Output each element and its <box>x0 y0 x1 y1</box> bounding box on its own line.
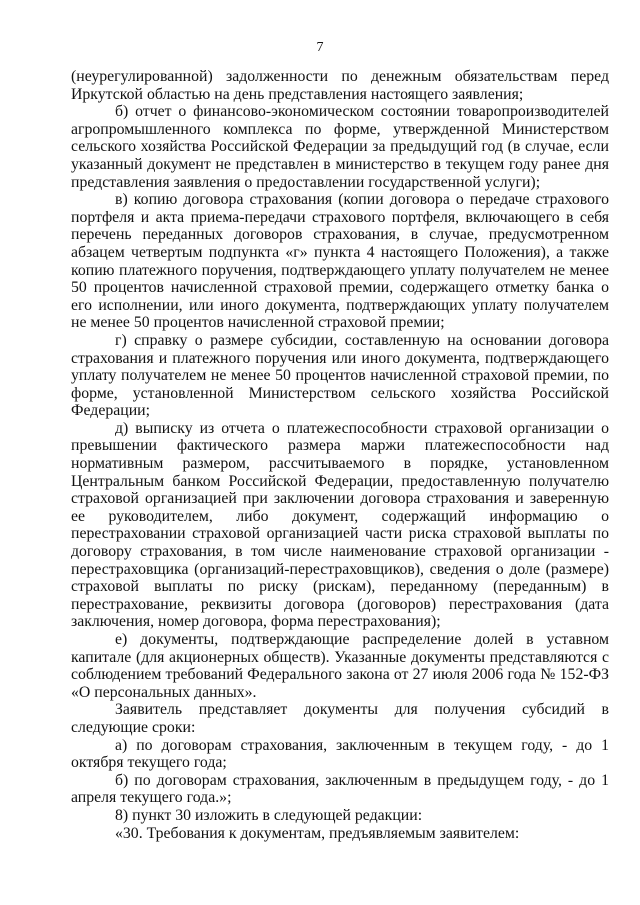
paragraph-item-e-share-documents: е) документы, подтверждающие распределение долей в уставном капитале (для акционерных обществ). Указанные документы представляются с соблюдением требований Федерального закона от 27 июля 2006 года № 152-ФЗ «О персональных данных». <box>71 631 609 701</box>
paragraph-item-g-subsidy-certificate: г) справку о размере субсидии, составленную на основании договора страхования и платежного поручения или иного документа, подтверждающего уплату получателем не менее 50 процентов начисленной страховой премии, по форме, установленной Министерством сельского хозяйства Российской Федерации; <box>71 331 609 420</box>
paragraph-deadline-previous-year: б) по договорам страхования, заключенным в предыдущем году, - до 1 апреля текущего года.»; <box>71 771 609 807</box>
paragraph-deadline-current-year: а) по договорам страхования, заключенным в текущем году, - до 1 октября текущего года; <box>71 736 609 772</box>
paragraph-item-d-solvency-extract: д) выписку из отчета о платежеспособности страховой организации о превышении фактического размера маржи платежеспособности над нормативным размером, рассчитываемого в порядке, установленном Центральным банком Российской Федерации, предоставленную получателю страховой организацией при заключении договора страхования и заверенную ее руководителем, либо документ, содержащий информацию о перестраховании страховой организацией части риска страховой выплаты по договору страхования, в том числе наименование страховой организации - перестраховщика (организаций-перестраховщиков), сведения о доле (размере) страховой выплаты по риску (рискам), переданному (переданным) в перестрахование, реквизиты договора (договоров) перестрахования (дата заключения, номер договора, форма перестрахования); <box>71 419 609 631</box>
paragraph-item-8-amendment: 8) пункт 30 изложить в следующей редакции: <box>115 806 423 824</box>
document-body <box>71 68 609 842</box>
page-number: 7 <box>316 40 324 55</box>
paragraph-debt-continuation: (неурегулированной) задолженности по денежным обязательствам перед Иркутской областью на день представления настоящего заявления; <box>71 68 609 103</box>
paragraph-clause-30-heading: «30. Требования к документам, предъявляемым заявителем: <box>115 824 520 842</box>
paragraph-item-b-financial-report: б) отчет о финансово-экономическом состоянии товаропроизводителей агропромышленного комплекса по форме, утвержденной Министерством сельского хозяйства Российской Федерации за предыдущий год (в случае, если указанный документ не представлен в министерство в текущем году ранее дня представления заявления о предоставлении государственной услуги); <box>71 103 609 191</box>
paragraph-submission-deadlines: Заявитель представляет документы для получения субсидий в следующие сроки: <box>71 701 609 736</box>
paragraph-item-v-insurance-contract: в) копию договора страхования (копии договора о передаче страхового портфеля и акта приема-передачи страхового портфеля, включающего в себя перечень переданных договоров страхования, в случае, предусмотренном абзацем четвертым подпункта «г» пункта 4 настоящего Положения), а также копию платежного поручения, подтверждающего уплату получателем не менее 50 процентов начисленной страховой премии, содержащего отметку банка о его исполнении, или иного документа, подтверждающих уплату получателем не менее 50 процентов начисленной страховой премии; <box>71 191 609 332</box>
